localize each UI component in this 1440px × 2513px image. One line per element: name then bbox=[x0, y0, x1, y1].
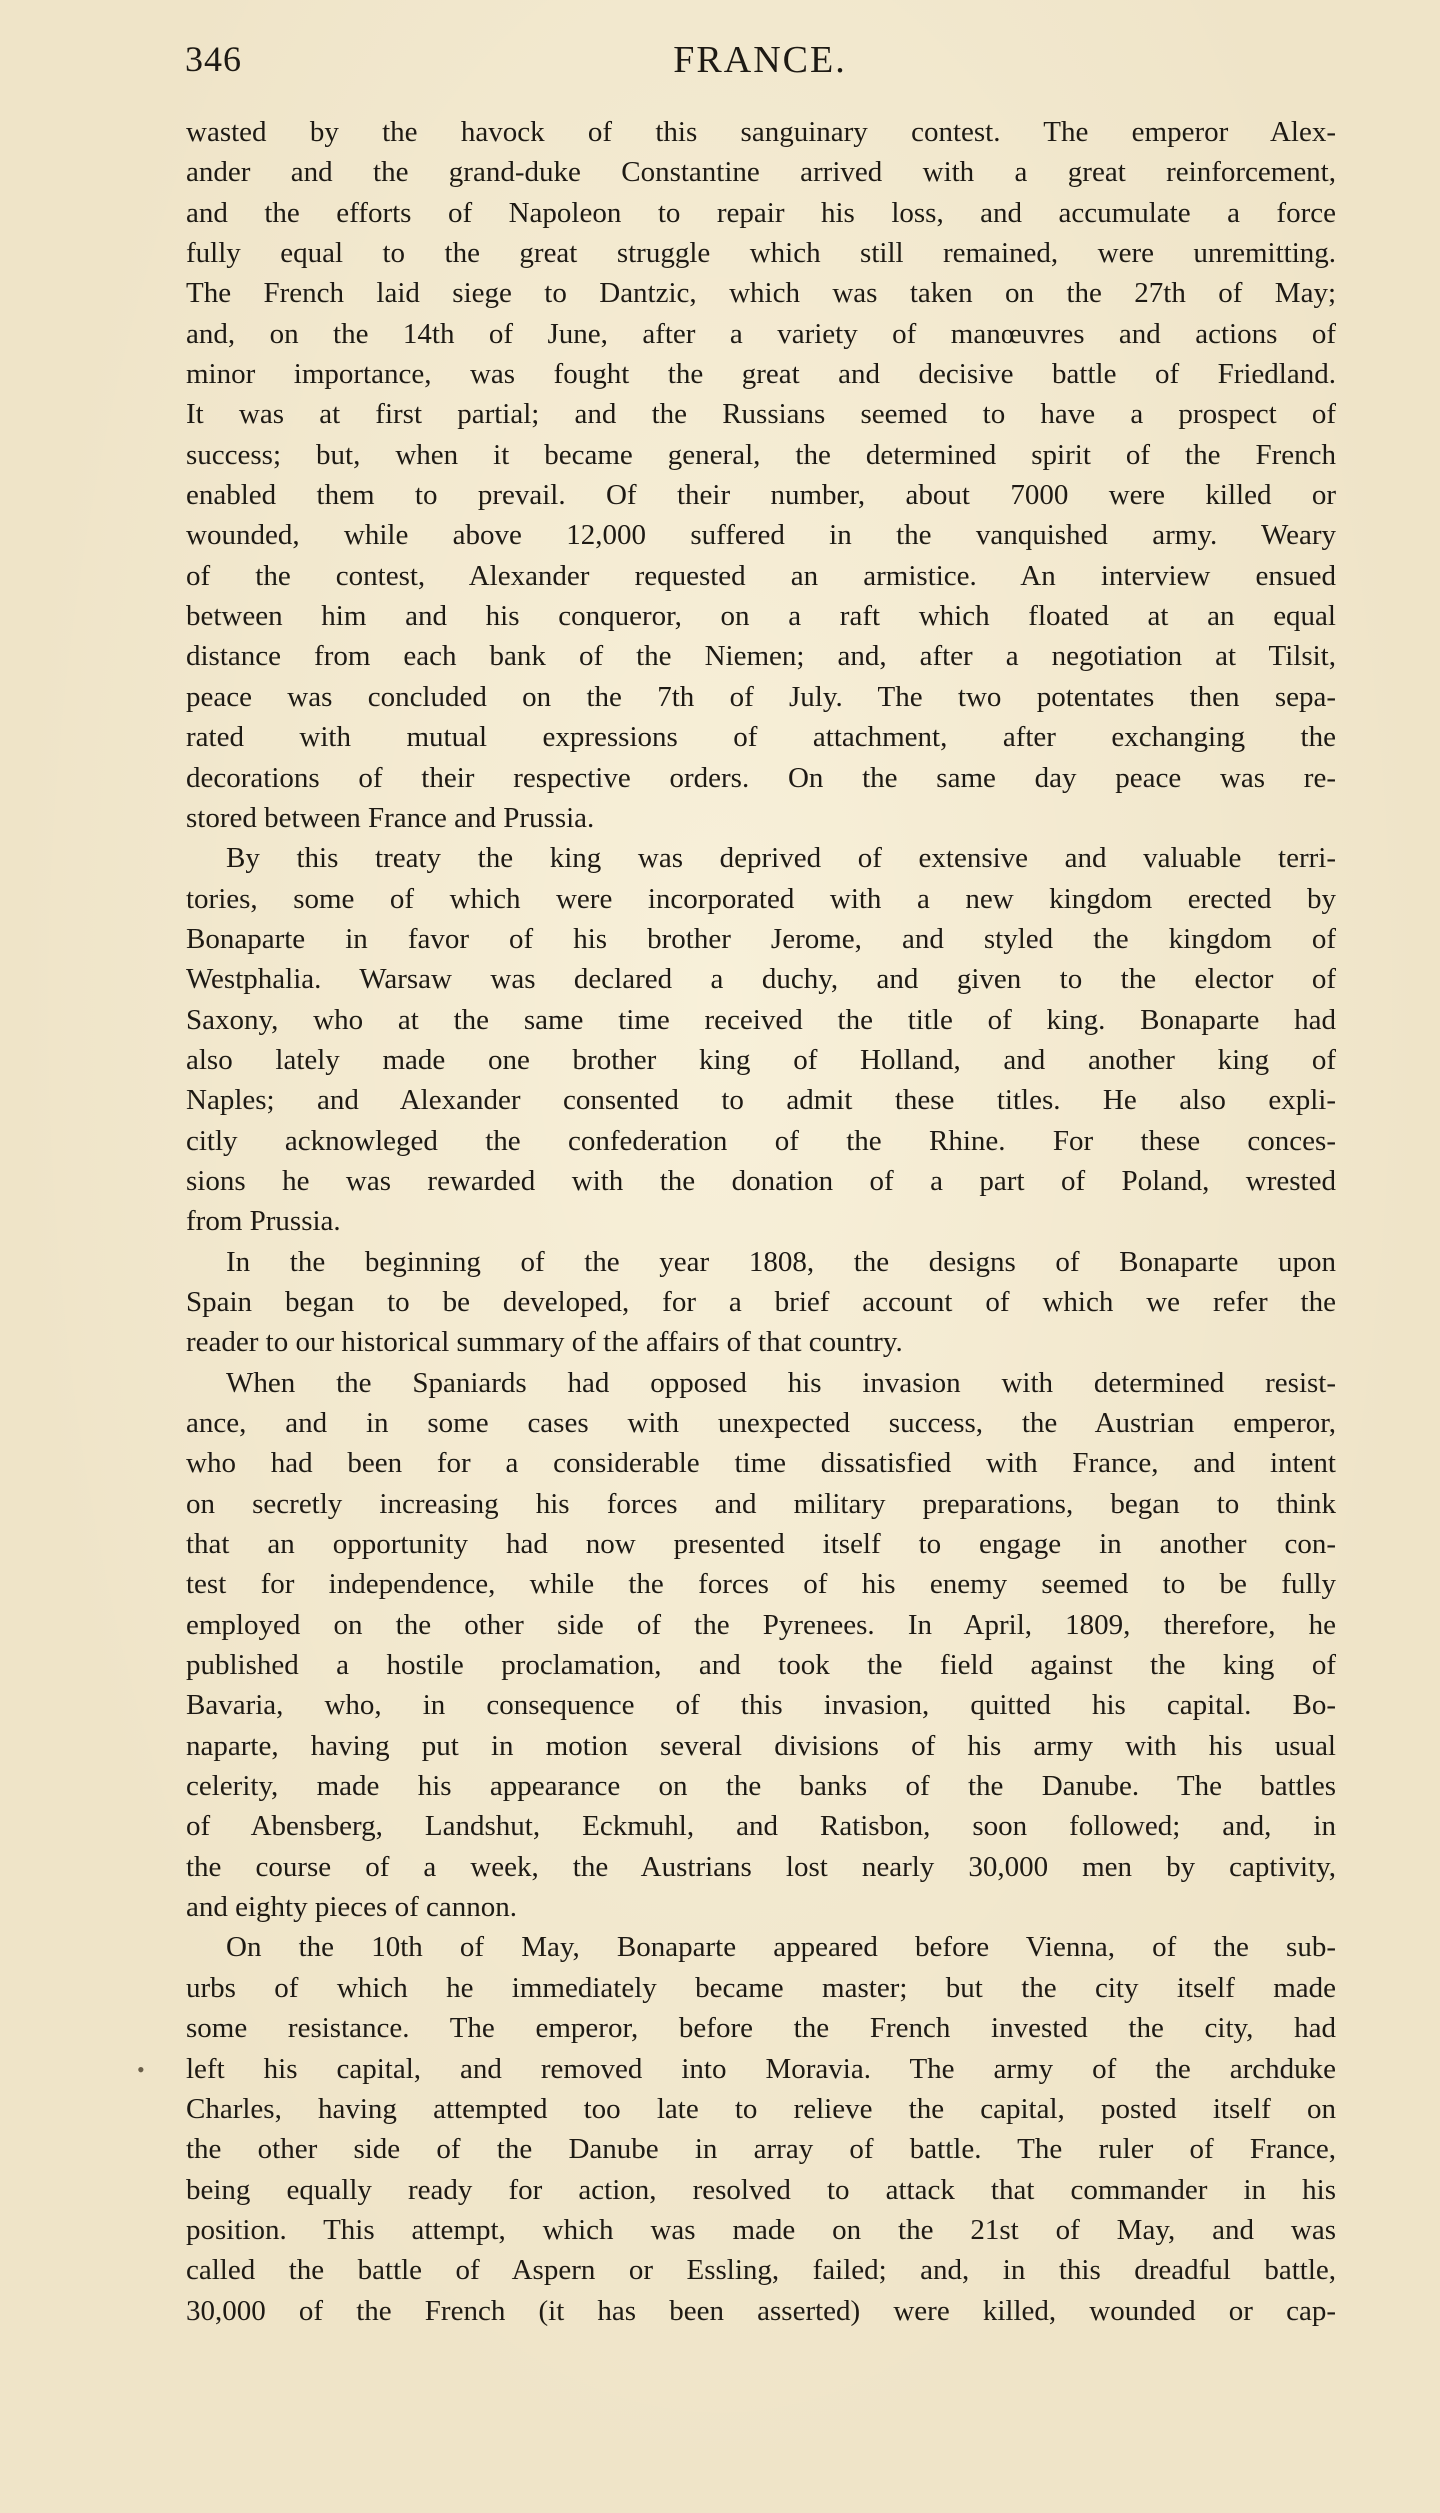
text-line: When the Spaniards had opposed his invasion with determined resist- bbox=[226, 1366, 1336, 1399]
text-line: naparte, having put in motion several divisions of his army with his usual bbox=[186, 1729, 1336, 1762]
text-line: Westphalia. Warsaw was declared a duchy, and given to the elector of bbox=[186, 963, 1336, 996]
page-header bbox=[185, 38, 1335, 90]
text-line: stored between France and Prussia. bbox=[186, 801, 595, 834]
text-line: published a hostile proclamation, and took the field against the king of bbox=[186, 1649, 1336, 1682]
running-title: FRANCE. bbox=[673, 39, 847, 81]
page-number: 346 bbox=[185, 39, 242, 79]
text-line: distance from each bank of the Niemen; and, after a negotiation at Tilsit, bbox=[186, 640, 1336, 673]
text-line: Spain began to be developed, for a brief account of which we refer the bbox=[186, 1285, 1336, 1318]
text-line: who had been for a considerable time dissatisfied with France, and intent bbox=[186, 1447, 1336, 1480]
text-line: wasted by the havock of this sanguinary contest. The emperor Alex- bbox=[186, 116, 1336, 148]
text-line: rated with mutual expressions of attachment, after exchanging the bbox=[186, 721, 1336, 754]
text-line: the course of a week, the Austrians lost nearly 30,000 men by captivity, bbox=[186, 1850, 1336, 1883]
text-line: from Prussia. bbox=[186, 1205, 341, 1238]
text-line: of Abensberg, Landshut, Eckmuhl, and Ratisbon, soon followed; and, in bbox=[186, 1810, 1336, 1843]
text-line: citly acknowleged the confederation of the Rhine. For these conces- bbox=[186, 1124, 1336, 1157]
text-line: and, on the 14th of June, after a variety of manœuvres and actions of bbox=[186, 317, 1336, 350]
text-line: It was at first partial; and the Russians seemed to have a prospect of bbox=[186, 398, 1336, 431]
text-line: employed on the other side of the Pyrenees. In April, 1809, therefore, he bbox=[186, 1608, 1336, 1641]
text-line: celerity, made his appearance on the banks of the Danube. The battles bbox=[186, 1770, 1336, 1803]
text-line: Bonaparte in favor of his brother Jerome, and styled the kingdom of bbox=[186, 922, 1336, 955]
text-line: reader to our historical summary of the affairs of that country. bbox=[186, 1326, 903, 1359]
text-line: fully equal to the great struggle which still remained, were unremitting. bbox=[186, 237, 1336, 270]
text-line: being equally ready for action, resolved to attack that commander in his bbox=[186, 2173, 1336, 2206]
text-line: position. This attempt, which was made on the 21st of May, and was bbox=[186, 2213, 1336, 2246]
text-line: The French laid siege to Dantzic, which was taken on the 27th of May; bbox=[186, 277, 1336, 310]
text-line: In the beginning of the year 1808, the designs of Bonaparte upon bbox=[226, 1245, 1336, 1278]
text-line: on secretly increasing his forces and military preparations, began to think bbox=[186, 1487, 1336, 1520]
text-line: wounded, while above 12,000 suffered in the vanquished army. Weary bbox=[186, 519, 1336, 552]
text-line: sions he was rewarded with the donation of a part of Poland, wrested bbox=[186, 1164, 1336, 1197]
text-line: peace was concluded on the 7th of July. The two potentates then sepa- bbox=[186, 680, 1336, 713]
text-line: minor importance, was fought the great and decisive battle of Friedland. bbox=[186, 358, 1336, 391]
text-line: and the efforts of Napoleon to repair his loss, and accumulate a force bbox=[186, 196, 1336, 229]
text-line: Saxony, who at the same time received the title of king. Bonaparte had bbox=[186, 1003, 1336, 1036]
text-line: some resistance. The emperor, before the French invested the city, had bbox=[186, 2012, 1336, 2045]
text-line: ander and the grand-duke Constantine arrived with a great reinforcement, bbox=[186, 156, 1336, 189]
text-line: the other side of the Danube in array of battle. The ruler of France, bbox=[186, 2133, 1336, 2166]
text-line: On the 10th of May, Bonaparte appeared before Vienna, of the sub- bbox=[226, 1931, 1336, 1964]
text-line: Charles, having attempted too late to relieve the capital, posted itself on bbox=[186, 2092, 1336, 2125]
text-line: left his capital, and removed into Moravia. The army of the archduke bbox=[186, 2052, 1336, 2085]
text-line: Bavaria, who, in consequence of this invasion, quitted his capital. Bo- bbox=[186, 1689, 1336, 1722]
body-text bbox=[186, 112, 1336, 2331]
text-line: and eighty pieces of cannon. bbox=[186, 1891, 517, 1924]
text-line: tories, some of which were incorporated with a new kingdom erected by bbox=[186, 882, 1336, 915]
text-line: that an opportunity had now presented itself to engage in another con- bbox=[186, 1528, 1336, 1561]
text-line: test for independence, while the forces of his enemy seemed to be fully bbox=[186, 1568, 1336, 1601]
text-line: Naples; and Alexander consented to admit these titles. He also expli- bbox=[186, 1084, 1336, 1117]
text-line: of the contest, Alexander requested an armistice. An interview ensued bbox=[186, 559, 1336, 592]
text-line: ance, and in some cases with unexpected success, the Austrian emperor, bbox=[186, 1407, 1336, 1439]
text-line: decorations of their respective orders. On the same day peace was re- bbox=[186, 761, 1336, 794]
text-line: also lately made one brother king of Holland, and another king of bbox=[186, 1043, 1336, 1076]
margin-mark: • bbox=[137, 2057, 145, 2082]
text-line: 30,000 of the French (it has been asserted) were killed, wounded or cap- bbox=[186, 2294, 1336, 2327]
text-line: success; but, when it became general, the determined spirit of the French bbox=[186, 438, 1336, 471]
text-line: called the battle of Aspern or Essling, failed; and, in this dreadful battle, bbox=[186, 2254, 1336, 2287]
text-line: urbs of which he immediately became master; but the city itself made bbox=[186, 1971, 1336, 2004]
text-line: enabled them to prevail. Of their number, about 7000 were killed or bbox=[186, 479, 1336, 512]
text-line: between him and his conqueror, on a raft which floated at an equal bbox=[186, 600, 1336, 633]
text-line: By this treaty the king was deprived of extensive and valuable terri- bbox=[226, 842, 1336, 875]
